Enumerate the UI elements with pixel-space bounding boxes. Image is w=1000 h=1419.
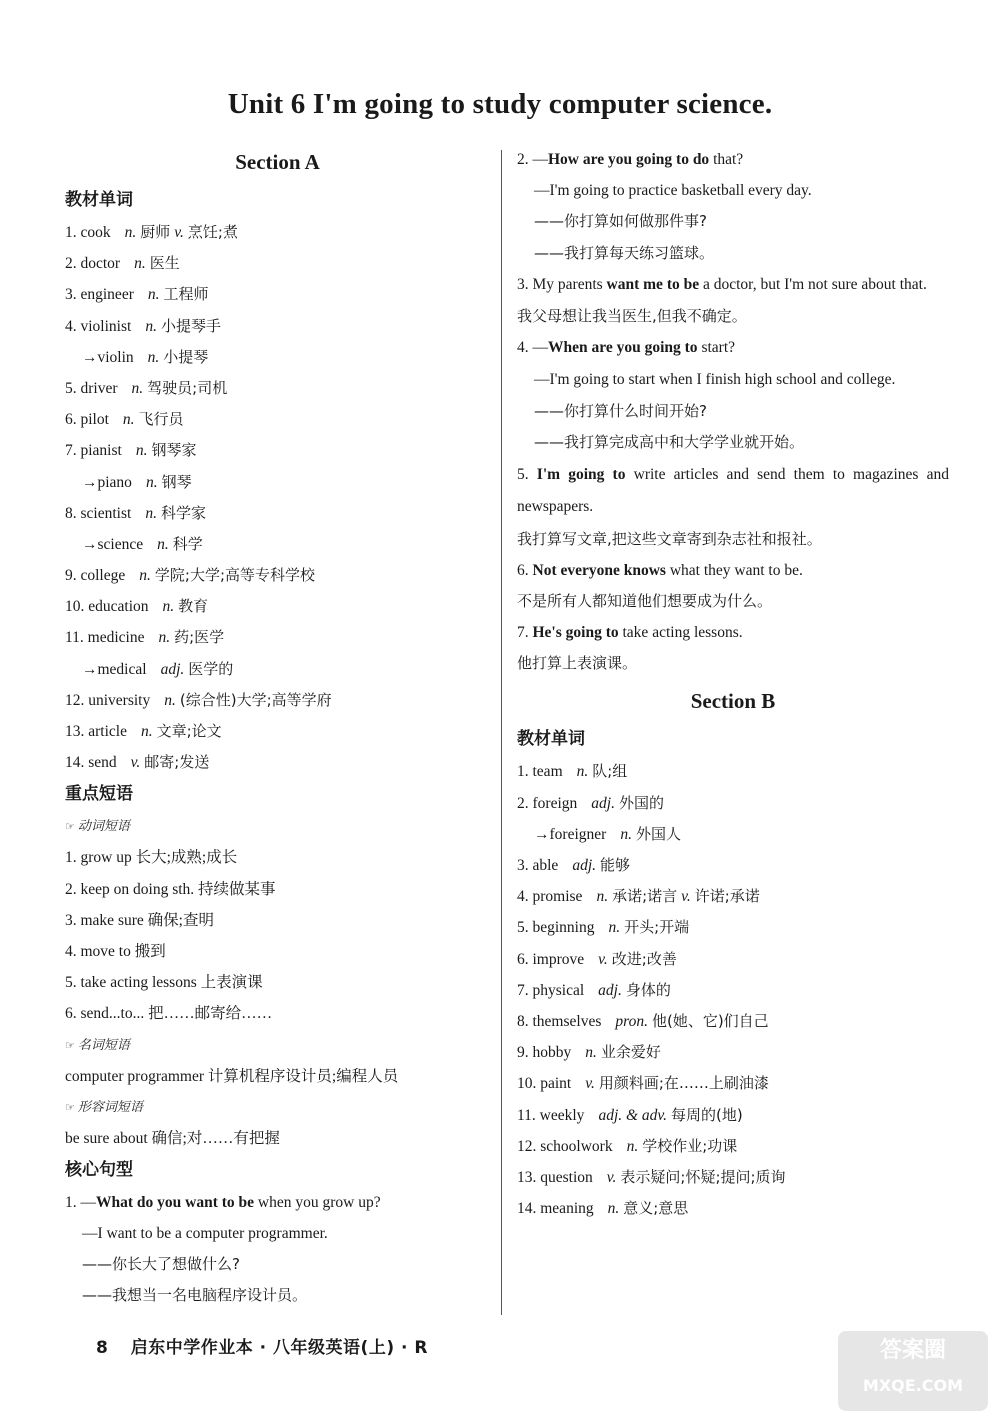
- vocab-term: 5. beginning: [517, 919, 595, 937]
- vocab-item: [517, 1131, 949, 1162]
- vocab-term: 8. scientist: [65, 504, 132, 522]
- sentence-2-cn-answer: ——我打算每天练习篮球。: [534, 243, 715, 262]
- part-of-speech: n.: [145, 317, 157, 335]
- vocab-meaning: 医学的: [188, 659, 234, 678]
- vocab-meaning: 开头;开端: [624, 918, 690, 937]
- sentence-2-cn-question: ——你打算如何做那件事?: [534, 212, 707, 231]
- vocab-term: 10. education: [65, 598, 149, 616]
- phrases-heading: 重点短语: [65, 784, 133, 805]
- vocab-term: 4. violinist: [65, 317, 132, 335]
- sentence-7-cn: 他打算上表演课。: [517, 654, 638, 673]
- adj-phrases-heading: ☞ 形容词短语: [65, 1099, 143, 1115]
- sentence-5: 5. I'm going to write articles and send them to magazines and newspapers.: [517, 465, 950, 515]
- vocab-term: 5. driver: [65, 379, 118, 397]
- vocab-meaning: 许诺;承诺: [694, 887, 760, 906]
- book-title: 启东中学作业本 · 八年级英语(上) · R: [130, 1338, 428, 1358]
- vocab-term: 10. paint: [517, 1075, 572, 1093]
- vocab-term: 14. send: [65, 754, 117, 772]
- vocab-item: [517, 1193, 949, 1224]
- part-of-speech: n.: [131, 379, 144, 397]
- vocab-meaning: 科学家: [160, 503, 206, 522]
- part-of-speech: n.: [158, 629, 171, 647]
- vocab-item: [65, 529, 490, 560]
- phrase-item: 4. move to 搬到: [65, 942, 166, 960]
- vocab-meaning: 业余爱好: [600, 1043, 661, 1062]
- sentence-2-answer: —I'm going to practice basketball every day.: [534, 182, 812, 200]
- section-b-heading: Section B: [690, 689, 776, 714]
- right-column: [517, 144, 949, 1224]
- sentence-7: 7. He's going to take acting lessons.: [517, 624, 743, 642]
- vocab-term: →violin: [82, 348, 134, 366]
- vocab-item: [65, 716, 490, 747]
- part-of-speech: v.: [585, 1075, 595, 1093]
- sentence-1-cn-question: ——你长大了想做什么?: [82, 1255, 240, 1274]
- vocab-meaning: 烹饪;煮: [187, 223, 238, 241]
- page-number: 8: [96, 1338, 109, 1358]
- part-of-speech: n.: [626, 1137, 639, 1155]
- vocab-term: →medical: [82, 660, 147, 678]
- vocab-meaning: 身体的: [625, 980, 671, 999]
- vocab-item: [517, 1006, 949, 1037]
- sentence-1: 1. —What do you want to be when you grow up?: [65, 1193, 381, 1211]
- vocab-term: 14. meaning: [517, 1200, 594, 1218]
- page-footer: [96, 1333, 428, 1358]
- vocab-meaning: 能够: [600, 856, 631, 874]
- vocab-meaning: 厨师: [140, 223, 171, 241]
- sentence-1-answer: —I want to be a computer programmer.: [82, 1225, 328, 1243]
- vocab-meaning: 小提琴: [163, 347, 209, 366]
- sentence-2: 2. —How are you going to do that?: [517, 151, 744, 168]
- vocab-term: 2. foreign: [517, 794, 578, 812]
- sentence-1-cn-answer: ——我想当一名电脑程序设计员。: [82, 1286, 308, 1305]
- vocab-item: [65, 467, 490, 498]
- vocab-meaning: 小提琴手: [160, 316, 221, 335]
- sentence-3-cn: 我父母想让我当医生,但我不确定。: [517, 307, 747, 326]
- vocab-meaning: 邮寄;发送: [144, 753, 210, 772]
- vocab-item: [65, 342, 490, 373]
- vocab-item: [65, 498, 490, 529]
- vocab-term: 1. cook: [65, 224, 111, 241]
- vocab-term: 6. improve: [517, 950, 585, 968]
- vocab-item: [517, 788, 949, 819]
- verb-phrases-heading: ☞ 动词短语: [65, 819, 130, 835]
- vocab-meaning: 他(她、它)们自己: [651, 1011, 769, 1030]
- section-a-heading: Section A: [235, 150, 320, 174]
- part-of-speech: n.: [608, 919, 621, 937]
- vocab-item: [517, 850, 949, 881]
- part-of-speech: n.: [164, 691, 176, 709]
- sentence-4-answer: —I'm going to start when I finish high school and college.: [534, 370, 896, 388]
- vocab-meaning: 承诺;诺言: [612, 887, 678, 906]
- vocab-list-a: [65, 217, 490, 778]
- vocab-heading-b: 教材单词: [517, 729, 585, 750]
- page-title: Unit 6 I'm going to study computer science.: [227, 88, 773, 120]
- noun-phrases-list: [65, 1061, 490, 1092]
- vocab-term: 2. doctor: [65, 255, 121, 273]
- phrase-item: 5. take acting lessons 上表演课: [65, 974, 263, 992]
- noun-phrases-heading: ☞ 名词短语: [65, 1037, 130, 1053]
- part-of-speech: n.: [134, 255, 146, 273]
- vocab-item: [65, 248, 490, 279]
- part-of-speech: n.: [145, 473, 158, 491]
- vocab-meaning: 药;医学: [174, 628, 225, 647]
- vocab-meaning: 飞行员: [138, 410, 184, 429]
- vocab-term: 13. article: [65, 723, 127, 740]
- part-of-speech: v.: [598, 950, 608, 968]
- vocab-meaning: 外国的: [618, 793, 664, 812]
- vocab-item: [65, 217, 490, 248]
- vocab-term: 6. pilot: [65, 411, 109, 429]
- phrase-item: be sure about 确信;对……有把握: [65, 1129, 280, 1147]
- vocab-term: 8. themselves: [517, 1012, 602, 1030]
- part-of-speech: n.: [157, 535, 169, 553]
- vocab-meaning: 驾驶员;司机: [147, 378, 228, 397]
- vocab-term: 12. university: [65, 691, 151, 709]
- vocab-item: [65, 373, 490, 404]
- part-of-speech: adj.: [598, 981, 622, 999]
- pointer-icon: ☞: [65, 1100, 75, 1114]
- part-of-speech: n.: [585, 1044, 597, 1062]
- part-of-speech: adj. & adv.: [598, 1106, 668, 1124]
- part-of-speech: n.: [620, 825, 632, 843]
- vocab-term: 11. medicine: [65, 629, 145, 647]
- vocab-term: 1. team: [517, 763, 563, 781]
- vocab-meaning: 改进;改善: [611, 949, 677, 968]
- vocab-term: 3. engineer: [65, 286, 134, 304]
- vocab-item: [517, 944, 949, 975]
- vocab-item: [517, 756, 949, 787]
- vocab-item: [65, 685, 490, 716]
- part-of-speech: n.: [162, 598, 175, 616]
- vocab-term: 11. weekly: [517, 1106, 585, 1124]
- vocab-item: [517, 1068, 949, 1099]
- vocab-term: 9. hobby: [517, 1044, 572, 1062]
- vocab-item: [517, 975, 949, 1006]
- part-of-speech: n.: [607, 1200, 620, 1218]
- part-of-speech: adj.: [591, 794, 615, 812]
- vocab-item: [65, 279, 490, 310]
- vocab-item: [65, 654, 490, 685]
- sentence-4-cn-question: ——你打算什么时间开始?: [534, 402, 707, 421]
- vocab-item: [65, 435, 490, 466]
- phrase-item: 2. keep on doing sth. 持续做某事: [65, 880, 276, 898]
- part-of-speech: n.: [135, 442, 148, 460]
- part-of-speech: n.: [576, 763, 589, 781]
- vocab-term: →foreigner: [534, 825, 607, 843]
- pointer-icon: ☞: [65, 1038, 75, 1052]
- vocab-item: [65, 747, 490, 778]
- part-of-speech: v.: [174, 224, 184, 241]
- vocab-item: [517, 881, 949, 912]
- vocab-meaning: 学校作业;功课: [642, 1136, 738, 1155]
- sentence-3: 3. My parents want me to be a doctor, but I'm not sure about that.: [517, 275, 927, 293]
- vocab-meaning: 文章;论文: [156, 722, 222, 740]
- phrase-item: 1. grow up 长大;成熟;成长: [65, 849, 238, 867]
- vocab-meaning: 医生: [149, 254, 180, 273]
- vocab-item: [517, 1162, 949, 1193]
- part-of-speech: n.: [147, 348, 160, 366]
- sentence-4-cn-answer: ——我打算完成高中和大学学业就开始。: [534, 433, 805, 452]
- vocab-item: [517, 819, 949, 850]
- part-of-speech: n.: [140, 723, 153, 740]
- vocab-term: 7. physical: [517, 981, 585, 999]
- vocab-meaning: 队;组: [592, 762, 628, 781]
- vocab-meaning: 钢琴: [161, 472, 192, 491]
- part-of-speech: n.: [145, 504, 157, 522]
- watermark-logo: 答案圈 MXQE.COM: [838, 1331, 988, 1411]
- sentence-5-cn: 我打算写文章,把这些文章寄到杂志社和报社。: [517, 529, 822, 548]
- left-column: [65, 140, 490, 1312]
- phrase-item: 6. send...to... 把……邮寄给……: [65, 1005, 273, 1023]
- vocab-meaning: 表示疑问;怀疑;提问;质询: [620, 1167, 786, 1186]
- part-of-speech: v.: [606, 1168, 617, 1186]
- part-of-speech: adj.: [160, 660, 185, 678]
- vocab-item: [517, 912, 949, 943]
- vocab-term: 3. able: [517, 857, 559, 874]
- verb-phrases-list: [65, 842, 490, 1029]
- part-of-speech: n.: [124, 224, 137, 241]
- vocab-meaning: 外国人: [635, 824, 681, 843]
- vocab-item: [517, 1037, 949, 1068]
- vocab-meaning: 钢琴家: [151, 441, 197, 460]
- pointer-icon: ☞: [65, 820, 75, 834]
- sentence-6: 6. Not everyone knows what they want to be.: [517, 561, 803, 579]
- vocab-term: 12. schoolwork: [517, 1137, 613, 1155]
- vocab-item: [65, 560, 490, 591]
- vocab-term: 9. college: [65, 567, 126, 585]
- sentence-4: 4. —When are you going to start?: [517, 339, 736, 357]
- part-of-speech: v.: [130, 754, 141, 772]
- vocab-meaning: 工程师: [163, 285, 209, 304]
- vocab-item: [517, 1100, 949, 1131]
- phrase-item: computer programmer 计算机程序设计员;编程人员: [65, 1067, 399, 1085]
- vocab-term: 13. question: [517, 1168, 593, 1186]
- vocab-list-b: [517, 756, 949, 1224]
- sentence-6-cn: 不是所有人都知道他们想要成为什么。: [517, 591, 773, 610]
- part-of-speech: v.: [681, 888, 691, 906]
- part-of-speech: n.: [139, 567, 151, 585]
- part-of-speech: adj.: [572, 857, 597, 874]
- vocab-item: [65, 311, 490, 342]
- adj-phrases-list: [65, 1123, 490, 1154]
- vocab-meaning: 教育: [178, 597, 209, 616]
- part-of-speech: pron.: [615, 1012, 648, 1030]
- vocab-meaning: 每周的(地): [671, 1105, 743, 1124]
- column-divider: [501, 150, 502, 1315]
- phrase-item: 3. make sure 确保;查明: [65, 911, 214, 929]
- vocab-meaning: (综合性)大学;高等学府: [179, 690, 332, 709]
- vocab-item: [65, 622, 490, 653]
- vocab-term: →piano: [82, 473, 132, 491]
- part-of-speech: n.: [147, 286, 160, 304]
- part-of-speech: n.: [122, 411, 135, 429]
- vocab-meaning: 意义;意思: [623, 1199, 689, 1218]
- sentences-heading: 核心句型: [65, 1159, 133, 1180]
- vocab-meaning: 学院;大学;高等专科学校: [154, 566, 315, 585]
- vocab-item: [65, 404, 490, 435]
- vocab-item: [65, 591, 490, 622]
- vocab-meaning: 用颜料画;在……上刷油漆: [598, 1074, 769, 1093]
- part-of-speech: n.: [596, 888, 609, 906]
- vocab-meaning: 科学: [172, 534, 203, 553]
- vocab-heading-a: 教材单词: [65, 190, 133, 210]
- vocab-term: 4. promise: [517, 888, 583, 906]
- vocab-term: →science: [82, 535, 144, 553]
- vocab-term: 7. pianist: [65, 442, 122, 460]
